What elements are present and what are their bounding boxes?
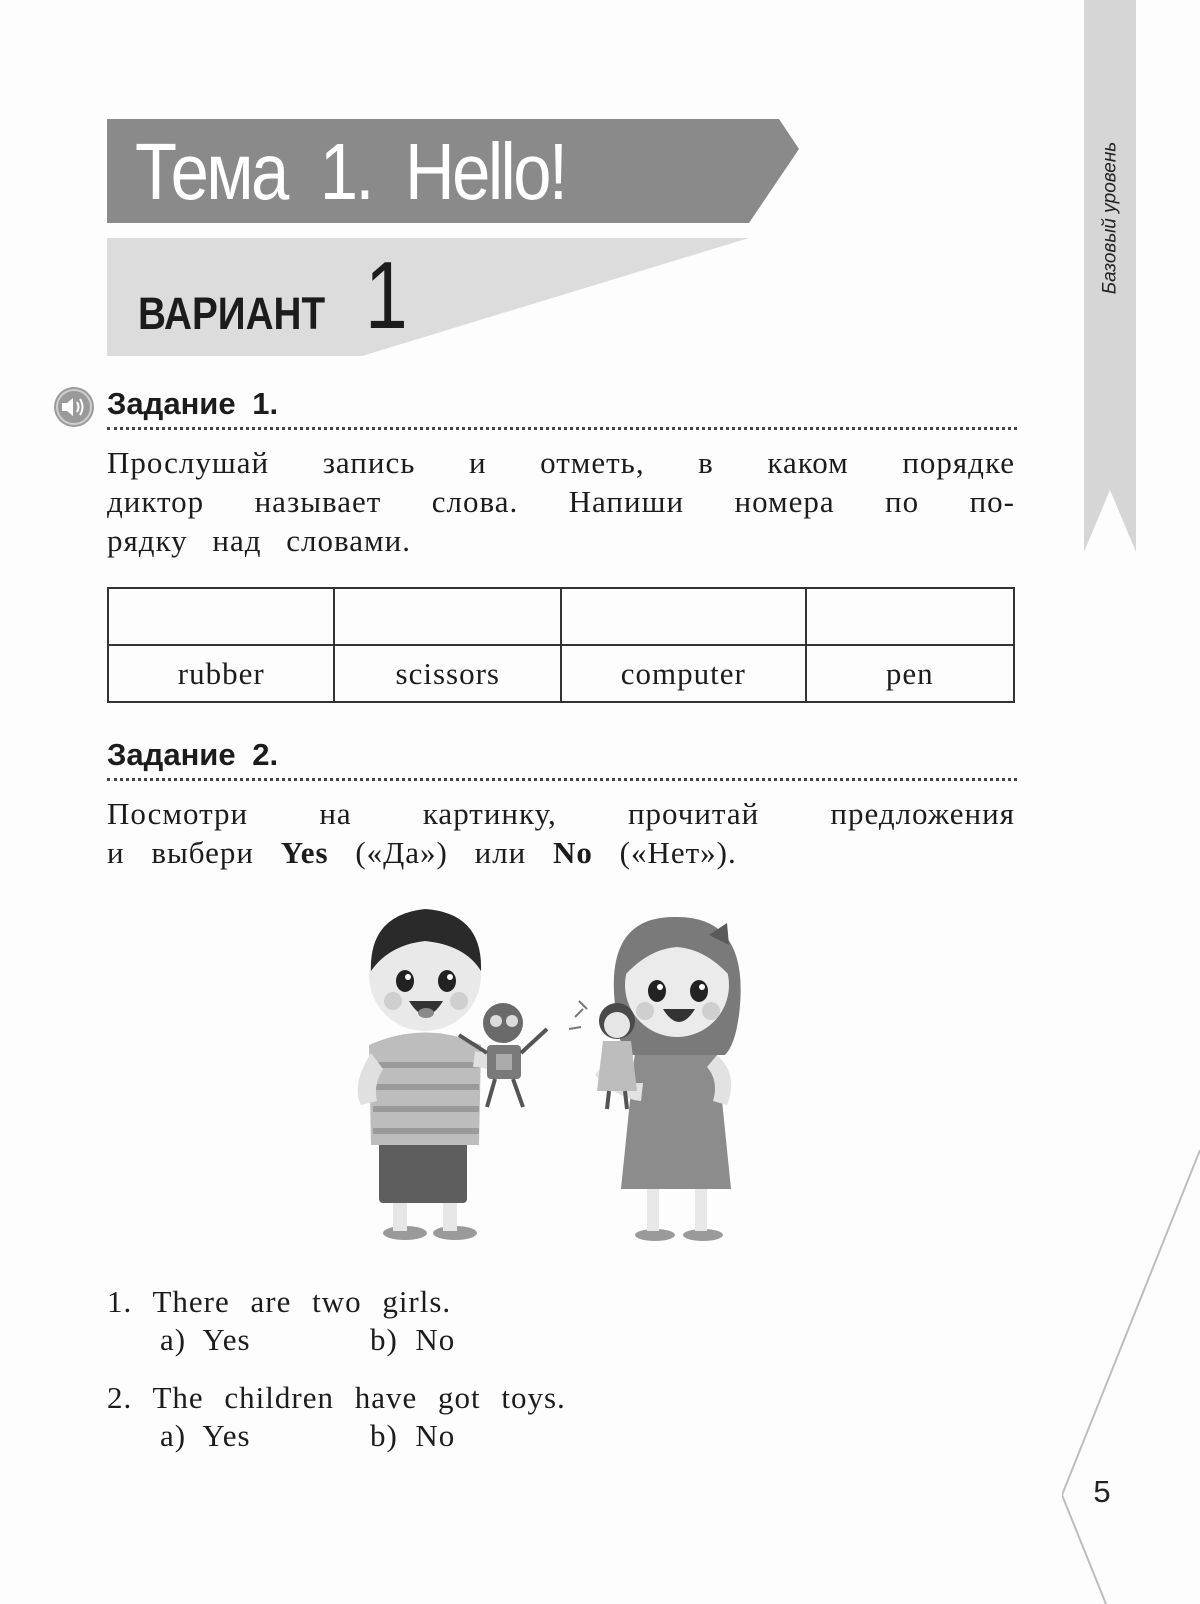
task2-title: Задание 2. [107, 737, 279, 772]
theme-title: Тема 1. Hello! [135, 127, 566, 216]
audio-speaker-icon[interactable] [53, 386, 95, 428]
task1-instruction-line: Прослушай запись и отметь, в каком порядке [107, 445, 1015, 480]
task1-instruction-line: диктор называет слова. Напиши номера по по- [107, 484, 1015, 519]
word-cell: pen [806, 645, 1014, 702]
answer-cell-2[interactable] [334, 588, 561, 645]
answer-cell-1[interactable] [108, 588, 334, 645]
task2-instruction [107, 794, 1015, 872]
question-text: There are two girls. [152, 1284, 452, 1319]
yes-keyword: Yes [280, 835, 329, 870]
q2-option-b[interactable]: b) No [370, 1418, 456, 1453]
word-cell: scissors [334, 645, 561, 702]
question-text: The children have got toys. [152, 1380, 566, 1415]
word-order-table [107, 587, 1015, 703]
word-cell: computer [561, 645, 806, 702]
question-number: 2. [107, 1380, 133, 1415]
doll-toy [569, 1001, 637, 1109]
task2-instruction-line: Посмотри на картинку, прочитай предложения [107, 796, 1015, 831]
task1-title: Задание 1. [107, 386, 279, 421]
level-label: Базовый уровень [1099, 141, 1120, 295]
page-edge-decoration [1062, 1150, 1200, 1604]
variant-number: 1 [365, 242, 408, 349]
question-1 [107, 1284, 451, 1320]
q1-option-a[interactable]: a) Yes [160, 1322, 251, 1357]
answer-cell-3[interactable] [561, 588, 806, 645]
task2-divider [107, 778, 1017, 781]
task2-instruction-line: и выбери Yes («Да») или No («Нет»). [107, 835, 737, 870]
question-number: 1. [107, 1284, 133, 1319]
page-number: 5 [1093, 1474, 1111, 1509]
word-cell: rubber [108, 645, 334, 702]
boy-figure [358, 909, 505, 1240]
task1-instruction-line: рядку над словами. [107, 523, 411, 558]
children-with-toys-illustration [355, 905, 755, 1245]
task1-instruction [107, 443, 1015, 560]
variant-label: ВАРИАНТ [138, 288, 326, 339]
q1-option-b[interactable]: b) No [370, 1322, 456, 1357]
task1-divider [107, 427, 1017, 430]
question-2 [107, 1380, 566, 1416]
no-keyword: No [553, 835, 593, 870]
q2-option-a[interactable]: a) Yes [160, 1418, 251, 1453]
answer-cell-4[interactable] [806, 588, 1014, 645]
